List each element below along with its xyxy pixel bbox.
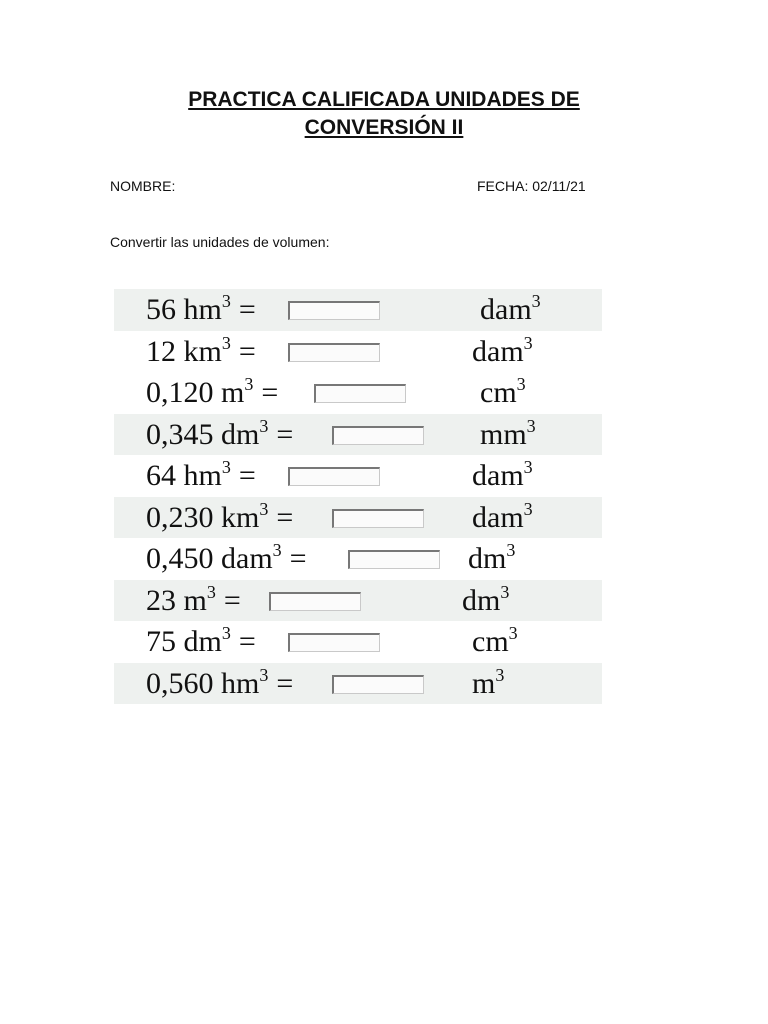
page-title: [0, 86, 768, 142]
exercise-value: 0,560: [146, 666, 214, 700]
exercise-to-exponent: 3: [495, 664, 505, 685]
exercise-row: [114, 663, 602, 705]
exercise-to-unit: mm: [480, 417, 527, 451]
exercise-from-unit: km: [221, 500, 260, 534]
answer-box[interactable]: [288, 633, 380, 652]
instructions-text: Convertir las unidades de volumen:: [110, 234, 330, 250]
equals-sign: =: [238, 293, 256, 326]
title-line-1: PRACTICA CALIFICADA UNIDADES DE: [188, 88, 580, 111]
exercise-row: [114, 580, 602, 622]
exercise-row: [114, 331, 602, 373]
answer-box[interactable]: [314, 384, 406, 403]
name-label: NOMBRE:: [110, 178, 176, 194]
equals-sign: =: [289, 542, 307, 575]
exercise-from-unit: dm: [183, 625, 222, 658]
exercise-row: [114, 497, 602, 539]
exercise-exponent: 3: [221, 623, 231, 643]
equals-sign: =: [238, 459, 256, 492]
exercise-exponent: 3: [206, 581, 216, 602]
exercise-from-unit: hm: [183, 293, 222, 326]
exercise-row: [114, 372, 602, 414]
exercise-row: [114, 538, 602, 580]
exercise-to-unit: m: [472, 666, 496, 700]
exercise-list: [114, 289, 602, 704]
exercise-exponent: 3: [259, 498, 269, 519]
answer-box[interactable]: [288, 343, 380, 362]
equals-sign: =: [276, 417, 294, 451]
exercise-value: 0,450: [146, 542, 214, 575]
answer-box[interactable]: [348, 550, 440, 569]
equals-sign: =: [238, 334, 256, 368]
exercise-value: 12: [146, 334, 176, 368]
exercise-to-exponent: 3: [523, 457, 533, 477]
exercise-value: 64: [146, 459, 176, 492]
answer-box[interactable]: [269, 592, 361, 611]
exercise-row: [114, 289, 602, 331]
answer-box[interactable]: [332, 675, 424, 694]
exercise-row: [114, 414, 602, 456]
exercise-exponent: 3: [221, 291, 231, 311]
exercise-from-unit: hm: [221, 666, 260, 700]
exercise-to-exponent: 3: [526, 415, 536, 436]
exercise-to-unit: cm: [480, 376, 517, 409]
exercise-exponent: 3: [221, 457, 231, 477]
exercise-to-unit: dam: [480, 293, 532, 326]
exercise-from-unit: km: [183, 334, 222, 368]
exercise-exponent: 3: [221, 332, 231, 353]
exercise-to-exponent: 3: [523, 332, 533, 353]
exercise-to-exponent: 3: [508, 623, 518, 643]
exercise-from-unit: m: [221, 376, 245, 409]
exercise-value: 0,230: [146, 500, 214, 534]
exercise-from-unit: hm: [183, 459, 222, 492]
exercise-from-unit: dm: [221, 417, 260, 451]
equals-sign: =: [261, 376, 279, 409]
equals-sign: =: [238, 625, 256, 658]
answer-box[interactable]: [332, 509, 424, 528]
exercise-from-unit: m: [183, 583, 207, 617]
exercise-exponent: 3: [259, 415, 269, 436]
exercise-value: 0,120: [146, 376, 214, 409]
date-label: FECHA: 02/11/21: [477, 178, 586, 194]
exercise-to-exponent: 3: [506, 540, 516, 560]
exercise-value: 56: [146, 293, 176, 326]
exercise-value: 23: [146, 583, 176, 617]
exercise-from-unit: dam: [221, 542, 273, 575]
exercise-to-unit: dam: [472, 500, 524, 534]
title-line-2: CONVERSIÓN II: [304, 116, 464, 139]
exercise-to-unit: dam: [472, 334, 524, 368]
exercise-to-unit: dm: [468, 542, 507, 575]
exercise-to-exponent: 3: [500, 581, 510, 602]
exercise-row: [114, 621, 602, 663]
exercise-to-exponent: 3: [523, 498, 533, 519]
answer-box[interactable]: [288, 301, 380, 320]
exercise-exponent: 3: [244, 374, 254, 394]
exercise-to-exponent: 3: [516, 374, 526, 394]
exercise-to-unit: dm: [462, 583, 501, 617]
exercise-row: [114, 455, 602, 497]
exercise-to-unit: dam: [472, 459, 524, 492]
exercise-value: 0,345: [146, 417, 214, 451]
equals-sign: =: [276, 500, 294, 534]
exercise-to-exponent: 3: [531, 291, 541, 311]
exercise-exponent: 3: [272, 540, 282, 560]
equals-sign: =: [276, 666, 294, 700]
exercise-to-unit: cm: [472, 625, 509, 658]
answer-box[interactable]: [288, 467, 380, 486]
answer-box[interactable]: [332, 426, 424, 445]
exercise-exponent: 3: [259, 664, 269, 685]
exercise-value: 75: [146, 625, 176, 658]
equals-sign: =: [223, 583, 241, 617]
